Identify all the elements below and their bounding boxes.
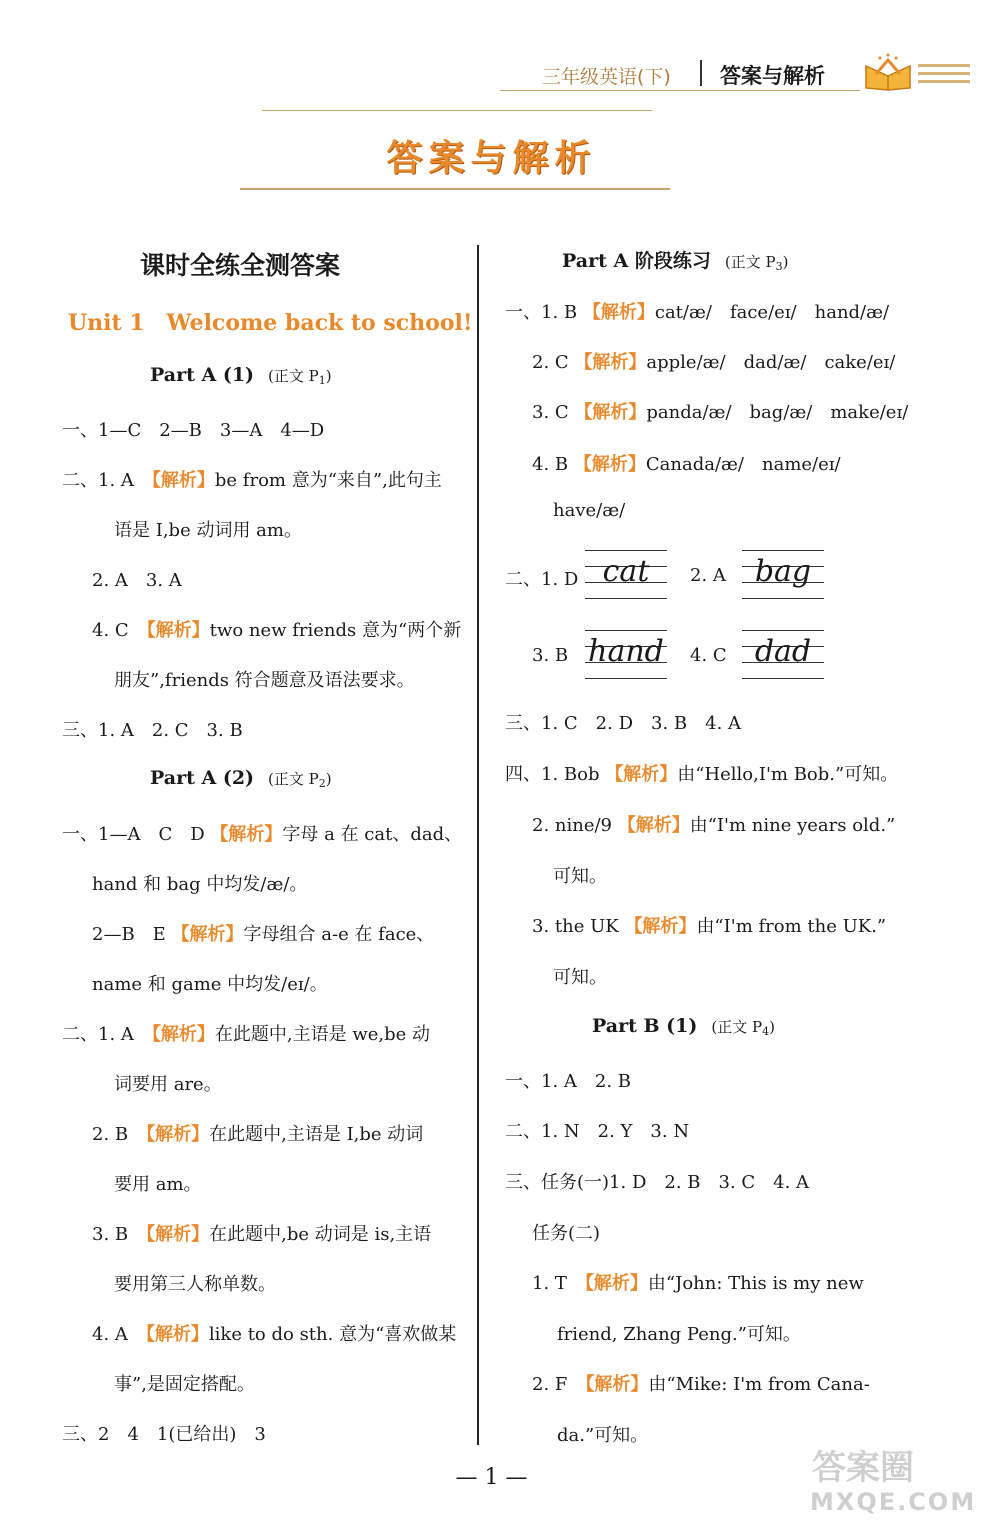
answer-label: 二、1. D xyxy=(505,569,579,590)
analysis-tag: 【解析】 xyxy=(624,916,697,937)
analysis-tag: 【解析】 xyxy=(145,1324,209,1345)
answer-line: 一、1—C 2—B 3—A 4—D xyxy=(62,420,325,441)
answer-line: 2. nine/9 【解析】由“I'm nine years old.” xyxy=(532,815,896,836)
answer-line: 事”,是固定搭配。 xyxy=(114,1374,255,1395)
answer-line: name 和 game 中均发/eɪ/。 xyxy=(92,974,328,995)
answer-line: 可知。 xyxy=(553,967,607,988)
analysis-tag: 【解析】 xyxy=(151,470,215,491)
part-a-stage-title: Part A 阶段练习 (正文 $P_3$) xyxy=(562,250,789,273)
answer-line: da.”可知。 xyxy=(557,1425,649,1446)
title-rule-top xyxy=(262,110,652,111)
answer-line: 三、1. A 2. C 3. B xyxy=(62,720,243,741)
handwritten-word: dad xyxy=(754,634,812,669)
answer-line: 3. C 【解析】panda/æ/ bag/æ/ make/eɪ/ xyxy=(532,402,909,423)
answer-label: 2. A xyxy=(690,565,726,586)
header-section-title: 答案与解析 xyxy=(720,64,825,88)
header-rule xyxy=(500,90,860,91)
header-separator xyxy=(700,60,702,86)
answer-line: 2. B 【解析】在此题中,主语是 I,be 动词 xyxy=(92,1124,424,1145)
handwriting-box xyxy=(585,630,667,678)
analysis-tag: 【解析】 xyxy=(146,1224,210,1245)
answer-line: 二、1. A 【解析】在此题中,主语是 we,be 动 xyxy=(62,1024,431,1045)
handwriting-box xyxy=(742,550,824,598)
answer-line: 要用 am。 xyxy=(114,1174,202,1195)
header-stripes xyxy=(918,64,970,88)
answer-line: 一、1—A C D 【解析】字母 a 在 cat、dad、 xyxy=(62,824,463,845)
analysis-tag: 【解析】 xyxy=(574,402,647,423)
answer-line: 词要用 are。 xyxy=(114,1074,222,1095)
answer-line: hand 和 bag 中均发/æ/。 xyxy=(92,874,308,895)
watermark-url: MXQE.COM xyxy=(810,1488,977,1516)
part-b1-title: Part B (1) (正文 $P_4$) xyxy=(592,1015,775,1038)
column-divider xyxy=(477,245,479,1445)
answer-line: 4. A 【解析】like to do sth. 意为“喜欢做某 xyxy=(92,1324,457,1345)
handwritten-word: cat xyxy=(602,554,650,589)
page-title: 答案与解析 xyxy=(386,138,597,179)
analysis-tag: 【解析】 xyxy=(151,1024,215,1045)
watermark-logo: 答案圈 xyxy=(812,1448,914,1488)
answer-line: 语是 I,be 动词用 am。 xyxy=(114,520,302,541)
answer-line: 3. the UK 【解析】由“I'm from the UK.” xyxy=(532,916,887,937)
answer-line: 可知。 xyxy=(553,866,607,887)
answer-line: 2—B E 【解析】字母组合 a-e 在 face、 xyxy=(92,924,435,945)
handwritten-word: hand xyxy=(588,634,664,669)
answer-line: 要用第三人称单数。 xyxy=(114,1274,276,1295)
analysis-tag: 【解析】 xyxy=(146,620,210,641)
answer-line: 二、1. A 【解析】be from 意为“来自”,此句主 xyxy=(62,470,442,491)
analysis-tag: 【解析】 xyxy=(146,1124,210,1145)
answer-line: 一、1. A 2. B xyxy=(505,1071,632,1092)
answer-line: 朋友”,friends 符合题意及语法要求。 xyxy=(114,670,415,691)
answer-line: 三、1. C 2. D 3. B 4. A xyxy=(505,713,742,734)
title-rule-bottom xyxy=(240,188,670,190)
answer-line: 任务(二) xyxy=(532,1223,601,1244)
answer-line: 一、1. B 【解析】cat/æ/ face/eɪ/ hand/æ/ xyxy=(505,302,890,323)
analysis-tag: 【解析】 xyxy=(605,764,678,785)
part-a1-title: Part A (1) (正文 $P_1$) xyxy=(150,364,332,387)
handwriting-box xyxy=(585,550,667,598)
book-logo-icon xyxy=(860,52,916,92)
answer-line: 四、1. Bob 【解析】由“Hello,I'm Bob.”可知。 xyxy=(505,764,899,785)
answer-label: 3. B xyxy=(532,645,569,666)
handwriting-box xyxy=(742,630,824,678)
analysis-tag: 【解析】 xyxy=(573,454,646,475)
answer-line: have/æ/ xyxy=(553,500,626,521)
answer-line: 二、1. N 2. Y 3. N xyxy=(505,1121,690,1142)
answer-line: 2. A 3. A xyxy=(92,570,182,591)
analysis-tag: 【解析】 xyxy=(617,815,690,836)
answer-line: friend, Zhang Peng.”可知。 xyxy=(557,1324,801,1345)
handwritten-word: bag xyxy=(754,554,812,589)
answer-line: 4. B 【解析】Canada/æ/ name/eɪ/ xyxy=(532,454,841,475)
analysis-tag: 【解析】 xyxy=(585,1374,649,1395)
section-heading: 课时全练全测答案 xyxy=(140,251,341,280)
analysis-tag: 【解析】 xyxy=(584,1273,648,1294)
answer-line: 2. C 【解析】apple/æ/ dad/æ/ cake/eɪ/ xyxy=(532,352,896,373)
answer-line: 2. F 【解析】由“Mike: I'm from Cana- xyxy=(532,1374,870,1395)
answer-line: 3. B 【解析】在此题中,be 动词是 is,主语 xyxy=(92,1224,432,1245)
part-a2-title: Part A (2) (正文 $P_2$) xyxy=(150,767,332,790)
analysis-tag: 【解析】 xyxy=(171,924,244,945)
page-number: — 1 — xyxy=(455,1465,528,1490)
analysis-tag: 【解析】 xyxy=(210,824,283,845)
analysis-tag: 【解析】 xyxy=(574,352,647,373)
answer-line: 三、任务(一)1. D 2. B 3. C 4. A xyxy=(505,1172,810,1193)
header-book-title: 三年级英语(下) xyxy=(542,66,671,88)
answer-line: 4. C 【解析】two new friends 意为“两个新 xyxy=(92,620,462,641)
answer-line: 三、2 4 1(已给出) 3 xyxy=(62,1424,266,1445)
unit-title: Unit 1 Welcome back to school! xyxy=(68,310,473,336)
analysis-tag: 【解析】 xyxy=(582,302,655,323)
answer-label: 4. C xyxy=(690,645,727,666)
answer-line: 1. T 【解析】由“John: This is my new xyxy=(532,1273,864,1294)
